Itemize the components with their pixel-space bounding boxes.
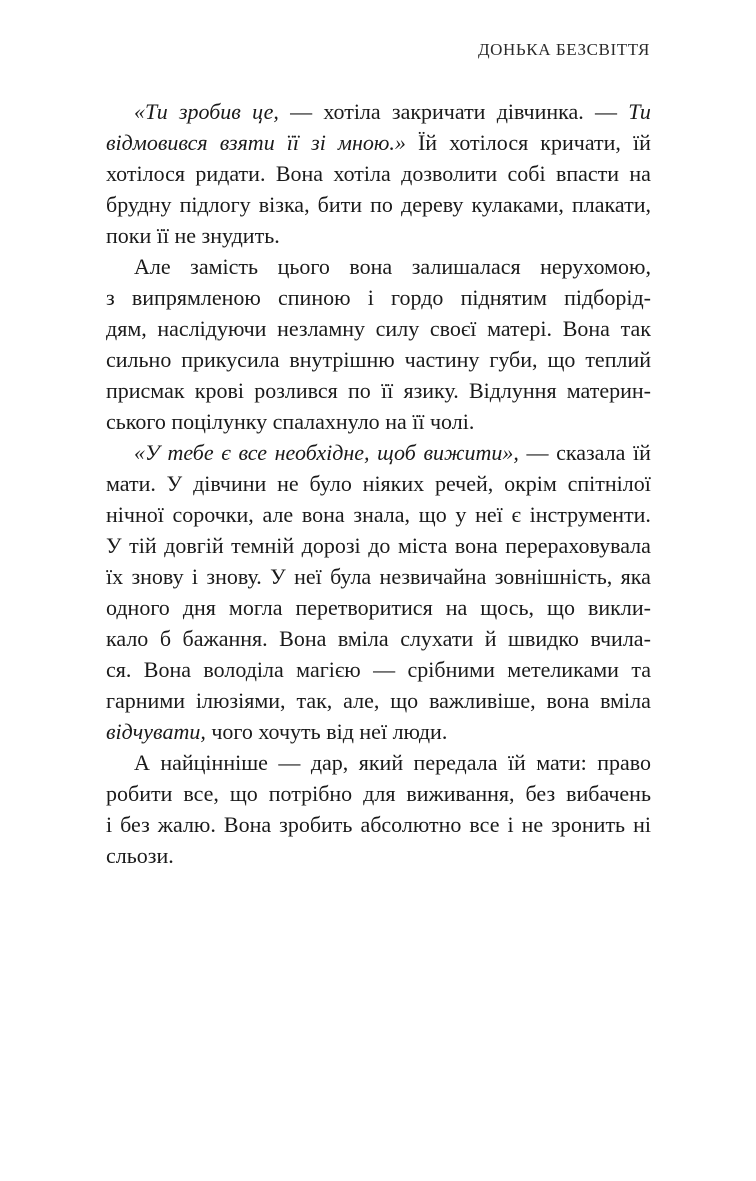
word: перераховувала [505,533,651,558]
word: вміла [337,626,389,651]
word: зронить [551,812,626,837]
word: довгій [164,533,224,558]
word: присмак [106,378,185,403]
word: хотілося [449,130,529,155]
word: для [363,781,396,806]
word: внутрішню [289,347,395,372]
text-line [106,189,651,220]
word: люди. [392,719,448,744]
word: нерухомою, [540,254,651,279]
word: цього [277,254,330,279]
word: закричати [391,99,486,124]
text-line [106,623,651,654]
word: хочуть [258,719,321,744]
word: срібними [407,657,495,682]
word: взяти [219,130,275,155]
word: й [484,626,497,651]
word: розлився [254,378,338,403]
word: володіла [203,657,284,682]
word: важливіше, [429,688,536,713]
text-line [106,251,651,282]
text-line [106,127,651,158]
word: що [547,347,576,372]
word: їй [633,440,651,465]
word: вона [349,254,393,279]
word: що [547,595,575,620]
word: було [309,471,352,496]
word: хотіла [323,99,381,124]
text-line [106,96,651,127]
word: дям, [106,316,147,341]
word: «Ти [134,99,168,124]
word: є [511,502,521,527]
word: їй [633,130,651,155]
text-line [106,778,651,809]
word: так, [296,688,333,713]
word: собі [507,161,546,186]
word: Вона [223,812,272,837]
word: від [326,719,354,744]
word: Вона [562,316,610,341]
word: і [507,812,514,837]
word: хотіла [333,161,391,186]
word: сорочки, [172,502,254,527]
text-line [106,158,651,189]
word: знала, [353,502,411,527]
text-line [106,344,651,375]
word: у [455,502,467,527]
word: своєї [429,316,477,341]
word: гарними [106,688,186,713]
word: неї [359,719,388,744]
word: була [330,564,372,589]
word: так [620,316,651,341]
word: це, [252,99,279,124]
word: Ти [628,99,651,124]
word: У [166,471,183,496]
word: абсолютно [360,812,462,837]
word: знудить. [201,223,280,248]
word: вибачень [566,781,651,806]
text-line [106,809,651,840]
text-line [106,375,651,406]
word: частину [404,347,480,372]
word: зробив [178,99,241,124]
word: дівчинка. [496,99,584,124]
word: мати: [536,750,587,775]
word: спиною [278,285,351,310]
word: — [290,99,313,124]
word: речей, [434,471,494,496]
text-line [106,747,651,778]
text-line [106,716,651,747]
word: зовнішність, [494,564,613,589]
word: щось, [480,595,535,620]
word: не [174,223,197,248]
word: метеликами [507,657,619,682]
word: кулаками, [471,192,564,217]
word: на [385,409,407,434]
word: «У [134,440,160,465]
word: — [595,99,617,124]
word: чого [211,719,253,744]
word: б [159,626,172,651]
word: без [120,812,150,837]
word: Вона [275,161,324,186]
word: — [373,657,396,682]
word: силу [375,316,420,341]
text-line [106,685,651,716]
word: А [134,750,150,775]
word: материн- [566,378,651,403]
word: її [381,378,394,403]
word: все, [183,781,219,806]
word: з [106,285,115,310]
word: інструменти. [529,502,651,527]
word: неї [294,564,322,589]
text-line [106,406,651,437]
word: її [156,223,169,248]
word: дереву [401,192,464,217]
word: передала [413,750,498,775]
word: по [370,192,393,217]
word: У [270,564,286,589]
word: який [358,750,404,775]
word: бити [317,192,363,217]
word: залишалася [411,254,521,279]
word: жалю. [157,812,216,837]
word: сильно [106,347,172,372]
word: замість [190,254,259,279]
word: дар, [310,750,349,775]
word: вона [301,502,345,527]
word: Вона [279,626,327,651]
word: робити [106,781,173,806]
word: незвичайна [379,564,487,589]
word: Але [134,254,171,279]
word: вчила- [590,626,651,651]
word: викли- [587,595,651,620]
word: до [368,533,391,558]
word: є [221,440,231,465]
word: гордо [391,285,444,310]
word: відмовився [106,130,208,155]
word: найцінніше [160,750,268,775]
word: — [526,440,549,465]
word: нічної [106,502,164,527]
word: відчувати, [106,719,206,744]
word: ніяких [362,471,425,496]
word: сказала [556,440,626,465]
word: піднятим [460,285,547,310]
word: Їй [417,130,438,155]
text-line [106,654,651,685]
word: її [412,409,425,434]
word: та [631,657,651,682]
word: зі [311,130,326,155]
word: брудну [106,192,172,217]
text-line [106,437,651,468]
word: і [191,564,199,589]
word: що [418,502,447,527]
word: дозволити [401,161,498,186]
word: необхідне, [274,440,370,465]
word: хотілося [106,161,186,186]
word: щоб [377,440,416,465]
word: неї [475,502,503,527]
word: слухати [400,626,474,651]
word: ського [106,409,166,434]
word: кало [106,626,149,651]
word: тебе [167,440,214,465]
word: магією [296,657,361,682]
word: плакати, [572,192,651,217]
word: теплий [585,347,651,372]
body-text [106,96,651,871]
word: на [445,595,468,620]
word: її [286,130,300,155]
text-line [106,313,651,344]
word: язику. [403,378,459,403]
word: темній [231,533,295,558]
word: окрім [504,471,557,496]
word: підборід- [564,285,651,310]
word: незламну [277,316,366,341]
word: і [106,812,113,837]
word: швидко [508,626,579,651]
word: ридати. [195,161,266,186]
word: виживання, [406,781,515,806]
word: вміла [600,688,651,713]
word: не [521,812,544,837]
word: наслідуючи [157,316,267,341]
word: дня [182,595,216,620]
word: перетворитися [295,595,433,620]
word: губи, [489,347,538,372]
word: міста [397,533,448,558]
word: дівчини [193,471,267,496]
word: що [390,688,419,713]
word: ся. [106,657,132,682]
word: дорозі [301,533,361,558]
word: без [525,781,556,806]
word: але [262,502,294,527]
word: крові [194,378,244,403]
text-line [106,592,651,623]
word: одного [106,595,170,620]
word: потрібно [268,781,353,806]
word: мною.» [337,130,406,155]
word: — [278,750,301,775]
word: вижити», [423,440,519,465]
word: все [238,440,267,465]
word: зробить [279,812,353,837]
word: і [367,285,374,310]
word: матері. [487,316,553,341]
word: на [629,161,651,186]
word: поцілунку [171,409,268,434]
word: ілюзіями, [195,688,286,713]
word: що [229,781,258,806]
word: прикусила [181,347,280,372]
word: знову [131,564,184,589]
running-header: ДОНЬКА БЕЗСВІТТЯ [477,40,650,59]
word: право [597,750,651,775]
word: підлогу [179,192,251,217]
word: могла [228,595,283,620]
word: спалахнуло [272,409,380,434]
word: ні [633,812,651,837]
word: по [348,378,371,403]
word: вона [546,688,590,713]
word: яка [620,564,651,589]
word: все [469,812,500,837]
word: чолі. [429,409,475,434]
word: але, [343,688,380,713]
word: вона [454,533,498,558]
word: випрямленою [131,285,261,310]
text-line [106,561,651,592]
word: тій [129,533,157,558]
text-line [106,468,651,499]
word: кричати, [540,130,621,155]
word: поки [106,223,152,248]
word: впасти [555,161,620,186]
word: візка, [258,192,310,217]
word: мати. [106,471,156,496]
word: бажання. [182,626,268,651]
word: Відлуння [468,378,557,403]
word: сльози. [106,843,174,868]
text-line [106,499,651,530]
text-line [106,220,651,251]
word: спітнілої [567,471,651,496]
word: їх [106,564,124,589]
word: їй [507,750,526,775]
word: У [106,533,122,558]
text-line [106,530,651,561]
text-line [106,840,651,871]
text-line [106,282,651,313]
word: не [277,471,299,496]
word: знову. [206,564,262,589]
word: Вона [143,657,192,682]
